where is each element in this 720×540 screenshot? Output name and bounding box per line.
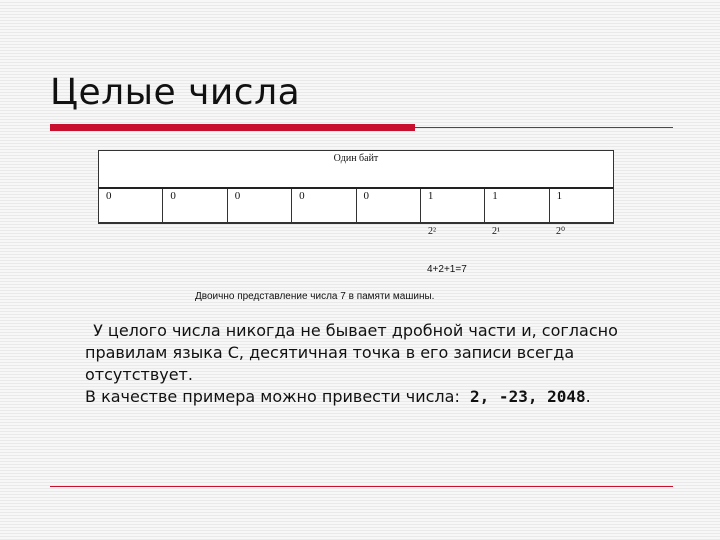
- figure-caption: Двоично представление числа 7 в памяти машины.: [195, 291, 435, 302]
- body-line-examples: [85, 386, 688, 408]
- bit-cell: 1: [421, 189, 485, 223]
- body-line: отсутствует.: [85, 365, 193, 384]
- bit-cell: 0: [292, 189, 356, 223]
- bit-cell: 1: [485, 189, 549, 223]
- slide-title: Целые числа: [50, 72, 301, 113]
- title-accent-line: [415, 127, 673, 128]
- byte-diagram: [98, 150, 614, 223]
- bit-cell: 0: [163, 189, 227, 223]
- bit-cell: 0: [99, 189, 163, 223]
- bit-weight-label: 2¹: [492, 226, 500, 237]
- examples-suffix: .: [585, 387, 591, 406]
- example-numbers: 2, -23, 2048: [470, 387, 586, 406]
- bit-cell: 0: [228, 189, 292, 223]
- bit-weight-label: 2²: [428, 226, 436, 237]
- bit-weight-label: 2⁰: [556, 226, 566, 237]
- body-line: правилам языка С, десятичная точка в его записи всегда: [85, 343, 575, 362]
- byte-caption: Один байт: [333, 153, 379, 164]
- footer-line: [50, 486, 673, 487]
- examples-prefix: В качестве примера можно привести числа:: [85, 387, 471, 406]
- sum-expression: 4+2+1=7: [427, 264, 467, 275]
- bit-cell: 0: [357, 189, 421, 223]
- bit-cell: 1: [556, 190, 563, 202]
- body-line: У целого числа никогда не бывает дробной части и, согласно: [88, 321, 618, 340]
- bit-row: [98, 187, 614, 224]
- title-accent-bar: [50, 124, 415, 131]
- body-text: [85, 320, 688, 408]
